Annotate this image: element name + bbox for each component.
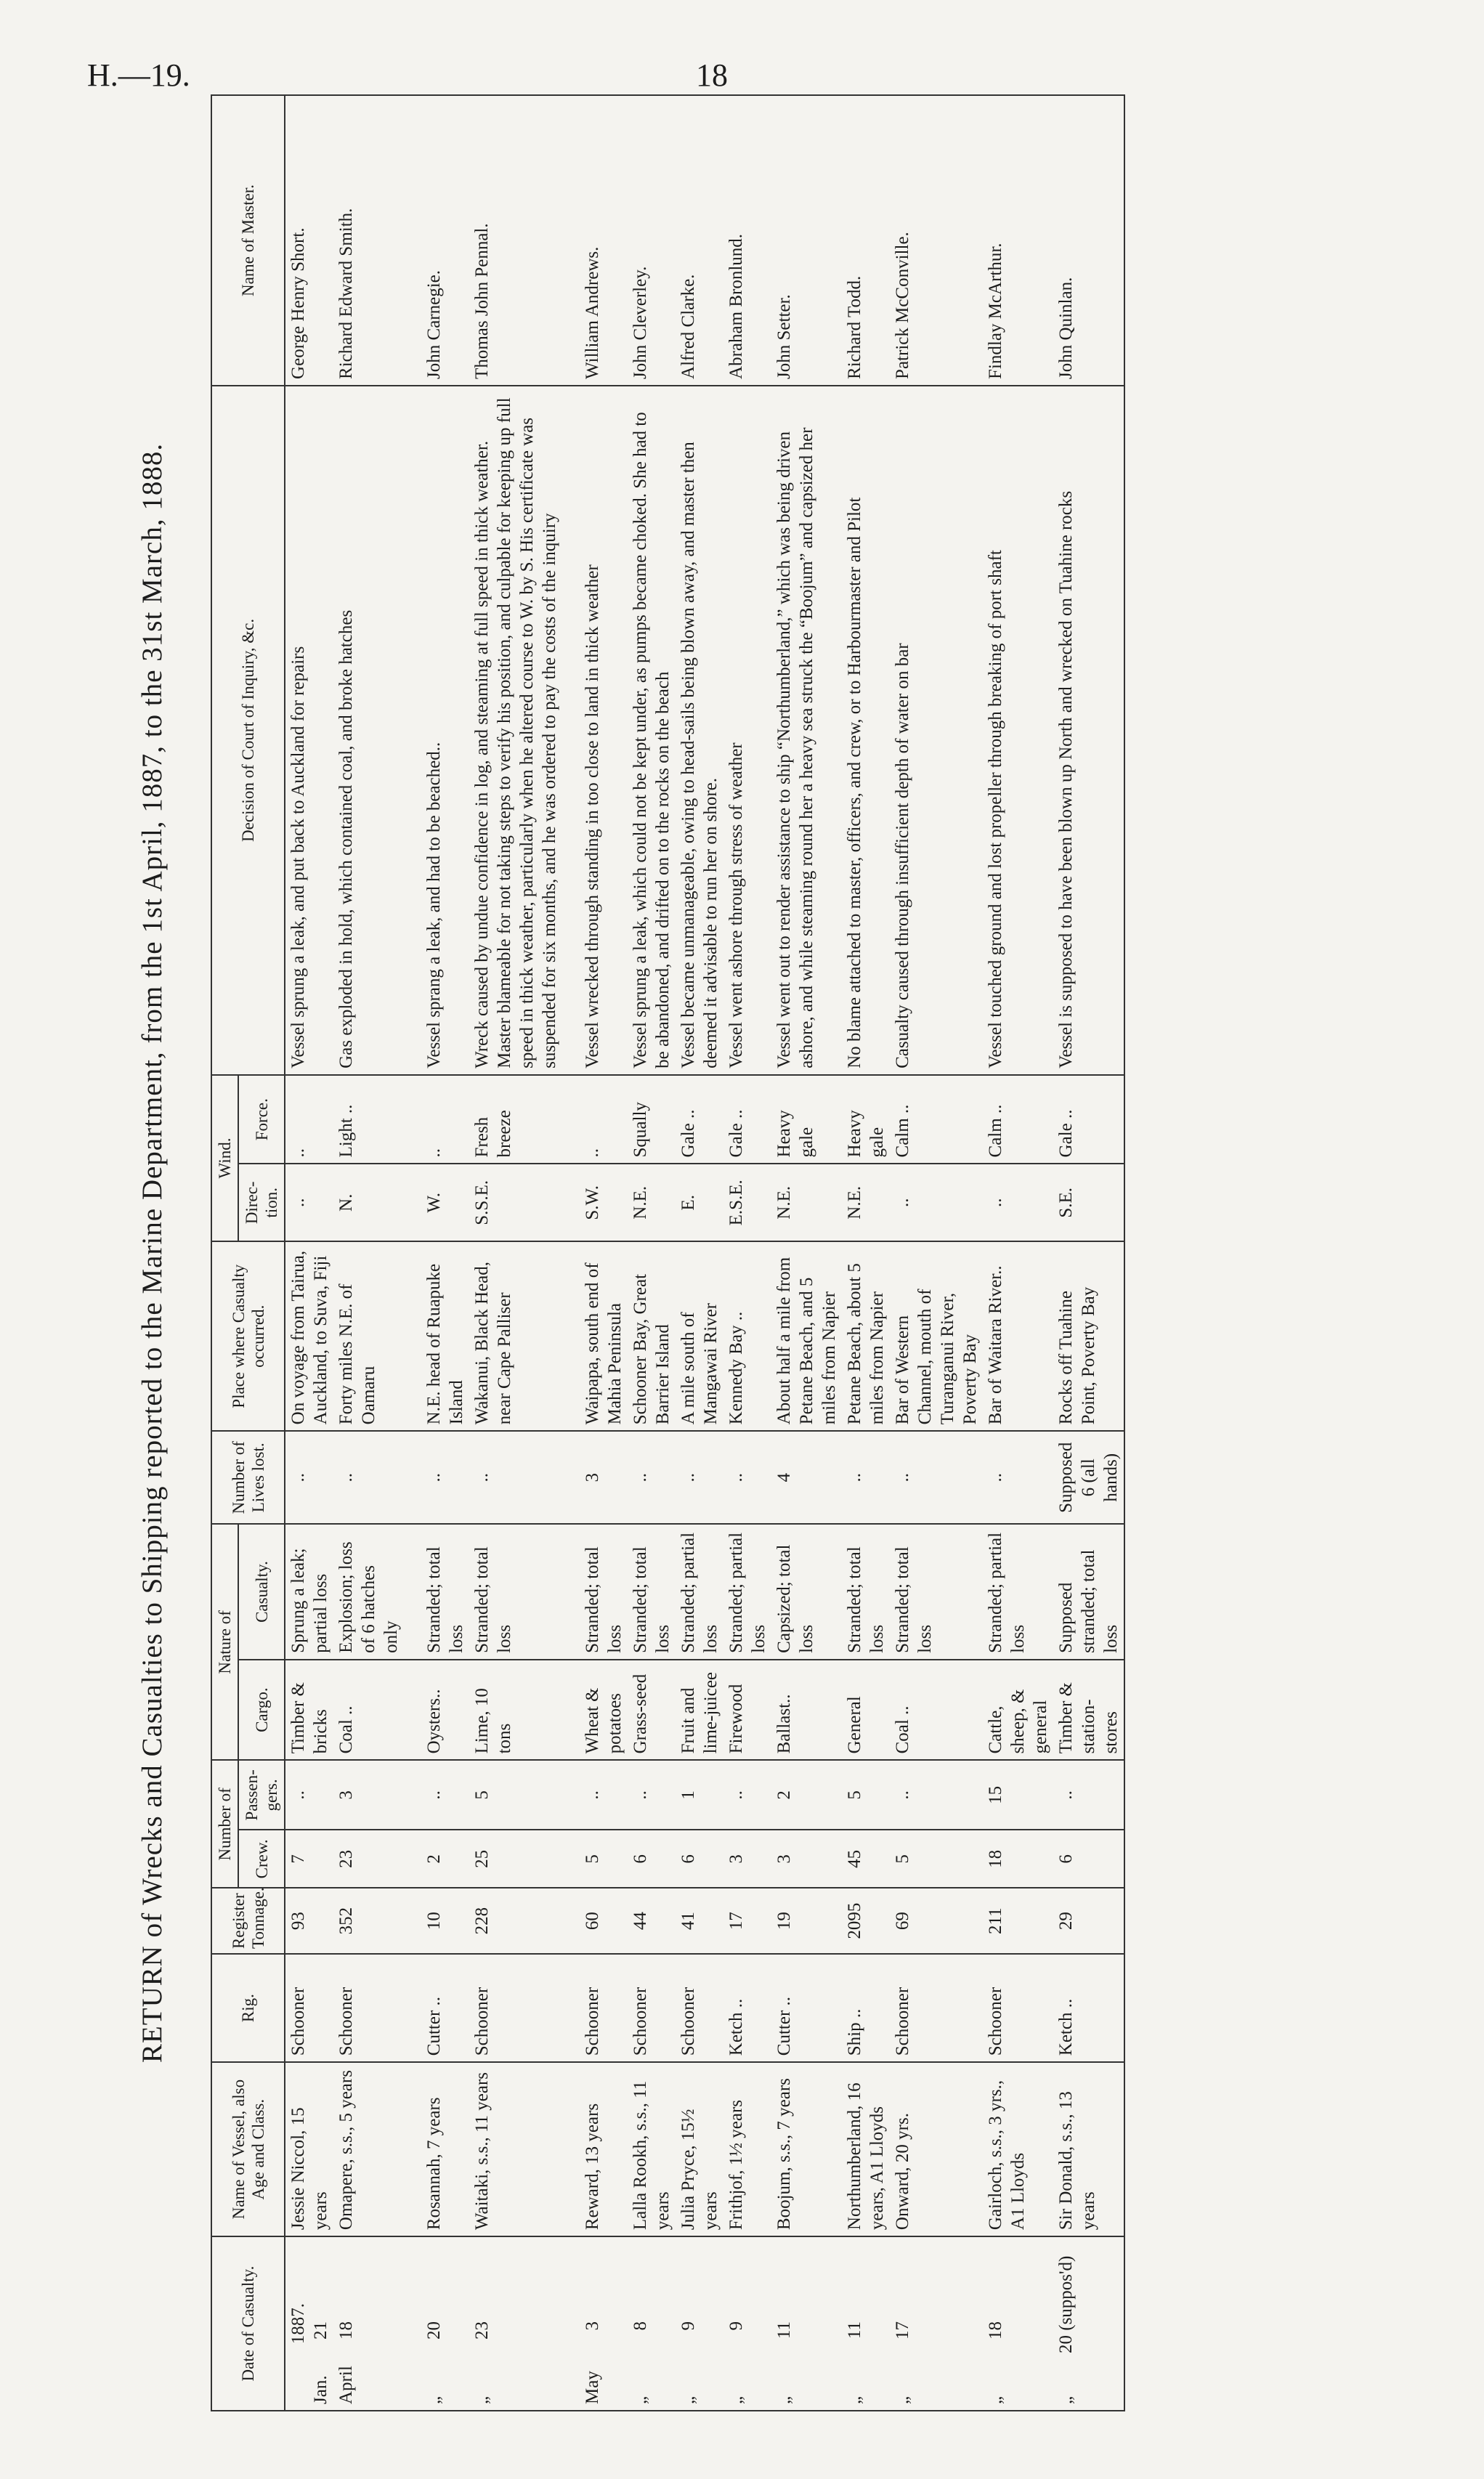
cargo-cell: Ballast.. [771, 1660, 842, 1761]
header-master: Name of Master. [211, 95, 285, 386]
passengers-cell: .. [285, 1760, 333, 1830]
decision-cell: Vessel wrecked through standing in too close to land in thick weather [562, 386, 628, 1075]
decision-cell: Vessel is supposed to have been blown up North and wrecked on Tuahine rocks [1053, 386, 1124, 1075]
wind-force-cell: .. [404, 1075, 469, 1164]
date-day: 18 [986, 2321, 1005, 2340]
tonnage-cell: 17 [723, 1888, 771, 1954]
decision-cell: Vessel went out to render assistance to ship “Northumberland,” which was being driven ashore, and while steaming round her a heavy sea struck the “Boojum” and capsized her [771, 386, 842, 1075]
rig-cell: Schooner [469, 1954, 562, 2062]
header-decision: Decision of Court of Inquiry, &c. [211, 386, 285, 1075]
tonnage-cell: 19 [771, 1888, 842, 1954]
tonnage-cell: 29 [1053, 1888, 1124, 1954]
wind-direction-cell: .. [983, 1164, 1053, 1241]
tonnage-cell: 2095 [842, 1888, 890, 1954]
header-cargo: Cargo. [238, 1660, 285, 1761]
header-tonnage: Register Tonnage. [211, 1888, 285, 1954]
wind-direction-cell: S.E. [1053, 1164, 1124, 1241]
date-month: Jan. [311, 2375, 331, 2404]
date-cell [404, 2236, 469, 2411]
wind-force-cell: .. [562, 1075, 628, 1164]
date-month: „ [424, 2395, 444, 2404]
date-cell [890, 2236, 983, 2411]
tonnage-cell: 44 [628, 1888, 676, 1954]
tonnage-cell: 41 [676, 1888, 723, 1954]
casualty-cell: Stranded; total loss [628, 1524, 676, 1660]
table-row [404, 95, 469, 2411]
wind-direction-cell: S.W. [562, 1164, 628, 1241]
wind-direction-cell: .. [285, 1164, 333, 1241]
header-passengers: Passen-gers. [238, 1760, 285, 1830]
place-cell: About half a mile from Petane Beach, and 5 miles from Napier [771, 1241, 842, 1431]
date-cell [469, 2236, 562, 2411]
casualty-cell: Stranded; total loss [562, 1524, 628, 1660]
cargo-cell: Firewood [723, 1660, 771, 1761]
date-year: 1887. [288, 2302, 308, 2345]
wind-direction-cell: N. [333, 1164, 404, 1241]
casualty-cell: Stranded; partial loss [983, 1524, 1053, 1660]
table-row [469, 95, 562, 2411]
master-cell: William Andrews. [562, 95, 628, 386]
date-month: „ [1056, 2395, 1076, 2404]
date-month: „ [893, 2395, 912, 2404]
place-cell: Rocks off Tuahine Point, Poverty Bay [1053, 1241, 1124, 1431]
place-cell: Waipapa, south end of Mahia Peninsula [562, 1241, 628, 1431]
cargo-cell: Lime, 10 tons [469, 1660, 562, 1761]
decision-cell: Vessel sprung a leak, and put back to Auckland for repairs [285, 386, 333, 1075]
tonnage-cell: 93 [285, 1888, 333, 1954]
date-day: 9 [678, 2321, 698, 2331]
date-day: 20 (suppos'd) [1056, 2255, 1076, 2353]
header-date: Date of Casualty. [211, 2236, 285, 2411]
wind-force-cell: Gale .. [676, 1075, 723, 1164]
wind-force-cell: Fresh breeze [469, 1075, 562, 1164]
decision-cell: Vessel became unmanageable, owing to head-sails being blown away, and master then deemed it advisable to run her on shore. [676, 386, 723, 1075]
casualty-cell: Sprung a leak; partial loss [285, 1524, 333, 1660]
cargo-cell: Fruit and lime-juicee [676, 1660, 723, 1761]
vessel-cell: Sir Donald, s.s., 13 years [1053, 2062, 1124, 2236]
decision-cell: Vessel touched ground and lost propeller through breaking of port shaft [983, 386, 1053, 1075]
rig-cell: Cutter .. [771, 1954, 842, 2062]
crew-cell: 7 [285, 1830, 333, 1888]
crew-cell: 2 [404, 1830, 469, 1888]
casualty-cell: Supposed stranded; total loss [1053, 1524, 1124, 1660]
date-month: „ [631, 2395, 650, 2404]
lives-lost-cell: .. [333, 1431, 404, 1524]
crew-cell: 5 [562, 1830, 628, 1888]
cargo-cell: Grass-seed [628, 1660, 676, 1761]
place-cell: Wakanui, Black Head, near Cape Palliser [469, 1241, 562, 1431]
lives-lost-cell: .. [983, 1431, 1053, 1524]
master-cell: Richard Todd. [842, 95, 890, 386]
date-day: 18 [336, 2321, 356, 2340]
header-vessel: Name of Vessel, also Age and Class. [211, 2062, 285, 2236]
passengers-cell: .. [1053, 1760, 1124, 1830]
date-cell [842, 2236, 890, 2411]
header-rig: Rig. [211, 1954, 285, 2062]
cargo-cell: Coal .. [333, 1660, 404, 1761]
lives-lost-cell: .. [842, 1431, 890, 1524]
wind-direction-cell: E.S.E. [723, 1164, 771, 1241]
table-row [723, 95, 771, 2411]
date-cell [333, 2236, 404, 2411]
passengers-cell: .. [562, 1760, 628, 1830]
decision-cell: Vessel sprung a leak, which could not be kept under, as pumps became choked. She had to be abandoned, and drifted on to the rocks on the beach [628, 386, 676, 1075]
vessel-cell: Julia Pryce, 15½ years [676, 2062, 723, 2236]
vessel-cell: Northumberland, 16 years, A1 Lloyds [842, 2062, 890, 2236]
lives-lost-cell: .. [628, 1431, 676, 1524]
date-day: 23 [472, 2321, 492, 2340]
master-cell: Patrick McConville. [890, 95, 983, 386]
vessel-cell: Gairloch, s.s., 3 yrs., A1 Lloyds [983, 2062, 1053, 2236]
tonnage-cell: 211 [983, 1888, 1053, 1954]
date-cell [676, 2236, 723, 2411]
table-row [628, 95, 676, 2411]
passengers-cell: 1 [676, 1760, 723, 1830]
date-cell [285, 2236, 333, 2411]
date-month: „ [774, 2395, 794, 2404]
place-cell: On voyage from Tairua, Auckland, to Suva, Fiji [285, 1241, 333, 1431]
rig-cell: Schooner [983, 1954, 1053, 2062]
master-cell: Thomas John Pennal. [469, 95, 562, 386]
header-direction: Direc-tion. [238, 1164, 285, 1241]
cargo-cell: Timber & station-stores [1053, 1660, 1124, 1761]
cargo-cell: General [842, 1660, 890, 1761]
date-cell [628, 2236, 676, 2411]
master-cell: John Carnegie. [404, 95, 469, 386]
wind-direction-cell: N.E. [628, 1164, 676, 1241]
wind-direction-cell: N.E. [771, 1164, 842, 1241]
vessel-cell: Frithjof, 1½ years [723, 2062, 771, 2236]
crew-cell: 45 [842, 1830, 890, 1888]
header-wind: Wind. [211, 1075, 238, 1241]
table-row [562, 95, 628, 2411]
casualty-cell: Stranded; total loss [469, 1524, 562, 1660]
table-row [1053, 95, 1124, 2411]
rig-cell: Schooner [890, 1954, 983, 2062]
passengers-cell: 5 [469, 1760, 562, 1830]
cargo-cell: Wheat & potatoes [562, 1660, 628, 1761]
vessel-cell: Onward, 20 yrs. [890, 2062, 983, 2236]
wind-direction-cell: N.E. [842, 1164, 890, 1241]
page-title: RETURN of Wrecks and Casualties to Shipping reported to the Marine Department, from the 1st April, 1887, to the 31st March, 1888. [137, 442, 168, 2064]
crew-cell: 3 [723, 1830, 771, 1888]
tonnage-cell: 228 [469, 1888, 562, 1954]
rig-cell: Schooner [628, 1954, 676, 2062]
place-cell: Kennedy Bay .. [723, 1241, 771, 1431]
passengers-cell: 15 [983, 1760, 1053, 1830]
passengers-cell: 3 [333, 1760, 404, 1830]
wind-force-cell: Calm .. [983, 1075, 1053, 1164]
place-cell: A mile south of Mangawai River [676, 1241, 723, 1431]
table-row [890, 95, 983, 2411]
wind-direction-cell: S.S.E. [469, 1164, 562, 1241]
header-crew: Crew. [238, 1830, 285, 1888]
date-cell [723, 2236, 771, 2411]
table-row [676, 95, 723, 2411]
rig-cell: Schooner [285, 1954, 333, 2062]
crew-cell: 6 [628, 1830, 676, 1888]
lives-lost-cell: .. [676, 1431, 723, 1524]
date-month: „ [678, 2395, 698, 2404]
crew-cell: 3 [771, 1830, 842, 1888]
cargo-cell: Oysters.. [404, 1660, 469, 1761]
wind-force-cell: Heavy gale [771, 1075, 842, 1164]
header-place: Place where Casualty occurred. [211, 1241, 285, 1431]
casualty-cell: Stranded; partial loss [723, 1524, 771, 1660]
lives-lost-cell: .. [285, 1431, 333, 1524]
master-cell: George Henry Short. [285, 95, 333, 386]
master-cell: Findlay McArthur. [983, 95, 1053, 386]
casualty-rows [285, 95, 1124, 2411]
tonnage-cell: 69 [890, 1888, 983, 1954]
rig-cell: Ship .. [842, 1954, 890, 2062]
date-month: April [336, 2366, 356, 2404]
wrecks-return-sheet [113, 94, 1391, 2411]
lives-lost-cell: 4 [771, 1431, 842, 1524]
rig-cell: Schooner [562, 1954, 628, 2062]
crew-cell: 6 [676, 1830, 723, 1888]
cargo-cell: Cattle, sheep, & general [983, 1660, 1053, 1761]
lives-lost-cell: Supposed 6 (all hands) [1053, 1431, 1124, 1524]
date-cell [1053, 2236, 1124, 2411]
wind-force-cell: .. [285, 1075, 333, 1164]
passengers-cell: 5 [842, 1760, 890, 1830]
tonnage-cell: 60 [562, 1888, 628, 1954]
table-row [333, 95, 404, 2411]
decision-cell: Wreck caused by undue confidence in log, and steaming at full speed in thick weather. Master blameable for not taking steps to verify his position, and culpable for keeping up full speed in thick weather, particularly when he altered course to W. by S. His certificate was suspended for six months, and he was ordered to pay the costs of the inquiry [469, 386, 562, 1075]
table-row [842, 95, 890, 2411]
wind-force-cell: Light .. [333, 1075, 404, 1164]
header-number-of: Number of [211, 1760, 238, 1888]
vessel-cell: Boojum, s.s., 7 years [771, 2062, 842, 2236]
date-month: „ [986, 2395, 1005, 2404]
decision-cell: No blame attached to master, officers, and crew, or to Harbourmaster and Pilot [842, 386, 890, 1075]
decision-cell: Casualty caused through insufficient depth of water on bar [890, 386, 983, 1075]
vessel-cell: Waitaki, s.s., 11 years [469, 2062, 562, 2236]
date-day: 17 [893, 2321, 912, 2340]
casualty-table [211, 94, 1125, 2411]
master-cell: John Setter. [771, 95, 842, 386]
date-day: 11 [774, 2321, 794, 2340]
place-cell: Petane Beach, about 5 miles from Napier [842, 1241, 890, 1431]
master-cell: Abraham Bronlund. [723, 95, 771, 386]
header-nature-of: Nature of [211, 1524, 238, 1760]
vessel-cell: Reward, 13 years [562, 2062, 628, 2236]
vessel-cell: Omapere, s.s., 5 years [333, 2062, 404, 2236]
rig-cell: Ketch .. [1053, 1954, 1124, 2062]
lives-lost-cell: .. [404, 1431, 469, 1524]
decision-cell: Vessel went ashore through stress of weather [723, 386, 771, 1075]
wind-direction-cell: W. [404, 1164, 469, 1241]
master-cell: Alfred Clarke. [676, 95, 723, 386]
master-cell: Richard Edward Smith. [333, 95, 404, 386]
wind-force-cell: Squally [628, 1075, 676, 1164]
decision-cell: Vessel sprang a leak, and had to be beached.. [404, 386, 469, 1075]
cargo-cell: Coal .. [890, 1660, 983, 1761]
table-row [285, 95, 333, 2411]
date-month: „ [845, 2395, 864, 2404]
casualty-cell: Stranded; total loss [404, 1524, 469, 1660]
date-day: 21 [311, 2321, 331, 2340]
page-reference: H.—19. [87, 57, 190, 93]
passengers-cell: .. [628, 1760, 676, 1830]
passengers-cell: .. [890, 1760, 983, 1830]
place-cell: Schooner Bay, Great Barrier Island [628, 1241, 676, 1431]
tonnage-cell: 10 [404, 1888, 469, 1954]
casualty-cell: Stranded; partial loss [676, 1524, 723, 1660]
wind-force-cell: Gale .. [723, 1075, 771, 1164]
date-day: 20 [424, 2321, 444, 2340]
lives-lost-cell: .. [723, 1431, 771, 1524]
vessel-cell: Jessie Niccol, 15 years [285, 2062, 333, 2236]
rig-cell: Cutter .. [404, 1954, 469, 2062]
place-cell: Bar of Waitara River.. [983, 1241, 1053, 1431]
lives-lost-cell: .. [469, 1431, 562, 1524]
date-month: May [583, 2371, 602, 2404]
passengers-cell: .. [723, 1760, 771, 1830]
crew-cell: 18 [983, 1830, 1053, 1888]
date-cell [983, 2236, 1053, 2411]
rig-cell: Schooner [676, 1954, 723, 2062]
passengers-cell: .. [404, 1760, 469, 1830]
place-cell: Bar of Western Channel, mouth of Turanganui River, Poverty Bay [890, 1241, 983, 1431]
date-cell [562, 2236, 628, 2411]
master-cell: John Quinlan. [1053, 95, 1124, 386]
wind-direction-cell: .. [890, 1164, 983, 1241]
vessel-cell: Rosannah, 7 years [404, 2062, 469, 2236]
lives-lost-cell: 3 [562, 1431, 628, 1524]
date-month: „ [472, 2395, 492, 2404]
page-number: 18 [696, 57, 728, 93]
date-day: 8 [631, 2321, 650, 2331]
master-cell: John Cleverley. [628, 95, 676, 386]
lives-lost-cell: .. [890, 1431, 983, 1524]
casualty-cell: Stranded; total loss [890, 1524, 983, 1660]
crew-cell: 6 [1053, 1830, 1124, 1888]
casualty-cell: Capsized; total loss [771, 1524, 842, 1660]
rig-cell: Ketch .. [723, 1954, 771, 2062]
wind-force-cell: Heavy gale [842, 1075, 890, 1164]
header-casualty: Casualty. [238, 1524, 285, 1660]
date-day: 3 [583, 2321, 602, 2331]
rig-cell: Schooner [333, 1954, 404, 2062]
crew-cell: 23 [333, 1830, 404, 1888]
date-month: „ [726, 2395, 746, 2404]
date-cell [771, 2236, 842, 2411]
crew-cell: 5 [890, 1830, 983, 1888]
decision-cell: Gas exploded in hold, which contained coal, and broke hatches [333, 386, 404, 1075]
vessel-cell: Lalla Rookh, s.s., 11 years [628, 2062, 676, 2236]
place-cell: Forty miles N.E. of Oamaru [333, 1241, 404, 1431]
header-lives-lost: Number of Lives lost. [211, 1431, 285, 1524]
header-force: Force. [238, 1075, 285, 1164]
passengers-cell: 2 [771, 1760, 842, 1830]
date-day: 9 [726, 2321, 746, 2331]
cargo-cell: Timber & bricks [285, 1660, 333, 1761]
casualty-cell: Stranded; total loss [842, 1524, 890, 1660]
wind-force-cell: Calm .. [890, 1075, 983, 1164]
table-row [771, 95, 842, 2411]
casualty-cell: Explosion; loss of 6 hatches only [333, 1524, 404, 1660]
date-day: 11 [845, 2321, 864, 2340]
wind-force-cell: Gale .. [1053, 1075, 1124, 1164]
tonnage-cell: 352 [333, 1888, 404, 1954]
table-row [983, 95, 1053, 2411]
place-cell: N.E. head of Ruapuke Island [404, 1241, 469, 1431]
wind-direction-cell: E. [676, 1164, 723, 1241]
crew-cell: 25 [469, 1830, 562, 1888]
